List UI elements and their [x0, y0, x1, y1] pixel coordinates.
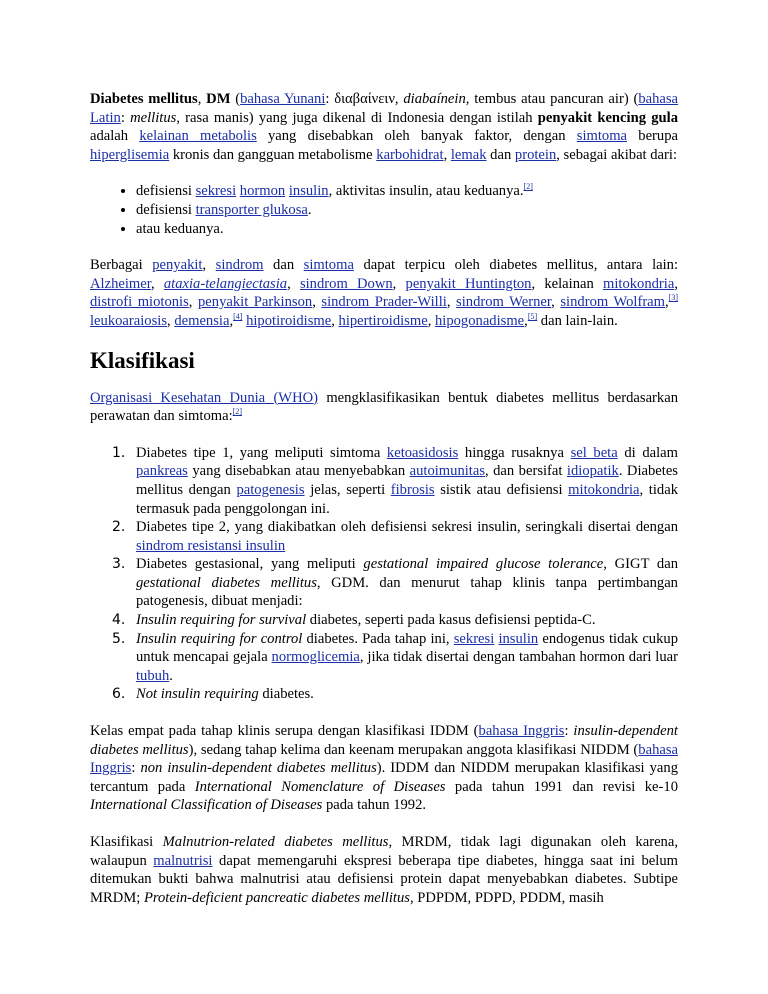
link-bahasa-inggris[interactable]: bahasa Inggris [478, 723, 565, 740]
mrdm-paragraph: Klasifikasi Malnutrion-related diabetes mellitus, MRDM, tidak lagi digunakan oleh karena, walaupun malnutrisi dapat memengaruhi ekspresi beberapa tipe diabetes, hingga saat ini belum ditemukan bukti bahwa malnutrisi atau defisiensi protein dapat menyebabkan diabetes. Subtipe MRDM; Protein-deficient pancreatic diabetes mellitus, PDPDM, PDPD, PDDM, masih [90, 834, 678, 906]
kencing-gula-bold: penyakit kencing gula [537, 109, 678, 126]
link-normoglicemia[interactable]: normoglicemia [271, 649, 360, 666]
link-distrofi-miotonis[interactable]: distrofi miotonis [90, 294, 189, 311]
citation-2-link[interactable]: [2] [523, 182, 533, 192]
link-idiopatik[interactable]: idiopatik [566, 463, 619, 480]
link-ketoasidosis[interactable]: ketoasidosis [386, 444, 459, 461]
link-hiperglisemia[interactable]: hiperglisemia [90, 146, 170, 163]
link-mitokondria-2[interactable]: mitokondria [568, 481, 640, 498]
link-who[interactable]: Organisasi Kesehatan Dunia (WHO) [90, 389, 319, 406]
link-insulin-2[interactable]: insulin [498, 630, 539, 647]
link-sel-beta[interactable]: sel beta [570, 444, 618, 461]
link-simtoma-2[interactable]: simtoma [303, 257, 354, 274]
link-sindrom-werner[interactable]: sindrom Werner [456, 294, 552, 311]
term-bold: Diabetes mellitus [90, 91, 198, 107]
list-marker: 1. [112, 444, 126, 461]
list-marker: 6. [112, 686, 126, 703]
link-sindrom[interactable]: sindrom [215, 257, 264, 274]
list-item: 4. Insulin requiring for survival diabetes, seperti pada kasus defisiensi peptida-C. [112, 612, 596, 629]
link-hipotiroidisme[interactable]: hipotiroidisme [246, 312, 332, 329]
link-sindrom-wolfram[interactable]: sindrom Wolfram [560, 294, 666, 311]
link-hipertiroidisme[interactable]: hipertiroidisme [338, 312, 428, 329]
link-fibrosis[interactable]: fibrosis [390, 481, 435, 498]
mellitus-italic: mellitus [130, 109, 177, 126]
section-heading-klasifikasi: Klasifikasi [90, 347, 195, 373]
citation-2b-link[interactable]: [2] [232, 407, 242, 417]
list-item: 2. Diabetes tipe 2, yang diakibatkan oleh defisiensi sekresi insulin, seringkali disertai dengan sindrom resistansi insulin [112, 519, 678, 554]
link-simtoma[interactable]: simtoma [576, 128, 628, 145]
link-sindrom-prader-willi[interactable]: sindrom Prader-Willi [321, 294, 447, 311]
list-marker: 2. [112, 519, 126, 536]
link-sekresi-2[interactable]: sekresi [453, 630, 495, 647]
list-marker: 5. [112, 630, 126, 647]
link-bahasa-latin[interactable]: bahasa Latin [90, 91, 679, 126]
list-item: 1. Diabetes tipe 1, yang meliputi simtoma ketoasidosis hingga rusaknya sel beta di dalam pankreas yang disebabkan atau menyebabkan autoimunitas, dan bersifat idiopatik. Diabetes mellitus dengan patogenesis jelas, seperti fibrosis sistik atau defisiensi mitokondria, tidak termasuk pada penggolongan ini. [112, 444, 678, 517]
citation-3-link[interactable]: [3] [668, 293, 678, 303]
link-demensia[interactable]: demensia [174, 312, 230, 329]
link-leukoaraiosis[interactable]: leukoaraiosis [90, 312, 168, 329]
list-item: • atau keduanya. [136, 220, 678, 239]
link-patogenesis[interactable]: patogenesis [236, 481, 305, 498]
abbr-bold: DM [206, 91, 231, 107]
link-malnutrisi[interactable]: malnutrisi [153, 852, 213, 869]
list-marker: 4. [112, 612, 126, 629]
link-kelainan-metabolis[interactable]: kelainan metabolis [139, 128, 257, 145]
classification-list [90, 444, 678, 704]
link-bahasa-yunani[interactable]: bahasa Yunani [240, 91, 326, 107]
link-tubuh[interactable]: tubuh [136, 667, 170, 684]
link-penyakit[interactable]: penyakit [152, 257, 203, 274]
list-item: • defisiensi sekresi hormon insulin, aktivitas insulin, atau keduanya.[2] [136, 182, 678, 201]
link-penyakit-parkinson[interactable]: penyakit Parkinson [198, 294, 313, 311]
link-penyakit-huntington[interactable]: penyakit Huntington [405, 275, 532, 292]
list-item: • defisiensi transporter glukosa. [136, 201, 678, 220]
list-item: 3. Diabetes gestasional, yang meliputi gestational impaired glucose tolerance, GIGT dan gestational diabetes mellitus, GDM. dan menurut tahap klinis tanpa pertimbangan patogenesis, dibuat menjadi: [112, 556, 678, 610]
link-alzheimer[interactable]: Alzheimer [90, 275, 152, 292]
intro-paragraph: Diabetes mellitus, DM (bahasa Yunani: διαβαίνειν, diabaínein, tembus atau pancuran air) (bahasa Latin: mellitus, rasa manis) yang juga dikenal di Indonesia dengan istilah penyakit kencing gula adalah kelainan metabolis yang disebabkan oleh banyak faktor, dengan simtoma berupa hiperglisemia kronis dan gangguan metabolisme karbohidrat, lemak dan protein, sebagai akibat dari: [90, 91, 679, 163]
list-item: 5. Insulin requiring for control diabetes. Pada tahap ini, sekresi insulin endogenus tidak cukup untuk mencapai gejala normoglicemia, jika tidak disertai dengan tambahan hormon dari luar tubuh. [112, 630, 678, 684]
who-paragraph: Organisasi Kesehatan Dunia (WHO) mengklasifikasikan bentuk diabetes mellitus berdasarkan perawatan dan simtoma:[2] [90, 389, 678, 425]
link-mitokondria[interactable]: mitokondria [602, 275, 675, 292]
link-protein[interactable]: protein [514, 146, 557, 163]
diabainein-italic: diabaínein [403, 91, 466, 107]
citation-4-link[interactable]: [4] [233, 311, 243, 321]
cause-bullet-list [90, 182, 678, 238]
link-lemak[interactable]: lemak [450, 146, 487, 163]
citation-5-link[interactable]: [5] [527, 311, 538, 321]
link-bahasa-inggris-2[interactable]: bahasa Inggris [90, 741, 679, 777]
link-sekresi[interactable]: sekresi [195, 183, 237, 200]
link-karbohidrat[interactable]: karbohidrat [376, 146, 444, 163]
list-marker: 3. [112, 556, 126, 573]
link-sindrom-resistansi-insulin[interactable]: sindrom resistansi insulin [136, 537, 286, 554]
complications-paragraph: Berbagai penyakit, sindrom dan simtoma dapat terpicu oleh diabetes mellitus, antara lain: Alzheimer, ataxia-telangiectasia, sindrom Down, penyakit Huntington, kelainan mitokondria, distrofi miotonis, penyakit Parkinson, sindrom Prader-Willi, sindrom Werner, sindrom Wolfram,[3] leukoaraiosis, demensia,[4] hipotiroidisme, hipertiroidisme, hipogonadisme,[5] dan lain-lain. [90, 257, 679, 329]
greek-word: διαβαίνειν [334, 91, 395, 107]
paragraph-gap [90, 815, 678, 833]
link-autoimunitas[interactable]: autoimunitas [409, 463, 486, 480]
iddm-niddm-paragraph: Kelas empat pada tahap klinis serupa dengan klasifikasi IDDM (bahasa Inggris: insulin-dependent diabetes mellitus), sedang tahap kelima dan keenam merupakan anggota klasifikasi NIDDM (bahasa Inggris: non insulin-dependent diabetes mellitus). IDDM dan NIDDM merupakan klasifikasi yang tercantum pada International Nomenclature of Diseases pada tahun 1991 dan revisi ke-10 International Classification of Diseases pada tahun 1992. [90, 723, 679, 814]
link-ataxia-telangiectasia[interactable]: ataxia-telangiectasia [163, 275, 288, 292]
link-hormon[interactable]: hormon [239, 183, 286, 200]
link-transporter-glukosa[interactable]: transporter glukosa [195, 201, 308, 218]
link-hipogonadisme[interactable]: hipogonadisme [434, 312, 525, 329]
link-insulin[interactable]: insulin [288, 183, 329, 200]
link-pankreas[interactable]: pankreas [136, 463, 188, 480]
list-item: 6. Not insulin requiring diabetes. [112, 686, 314, 703]
link-sindrom-down[interactable]: sindrom Down [299, 275, 393, 292]
